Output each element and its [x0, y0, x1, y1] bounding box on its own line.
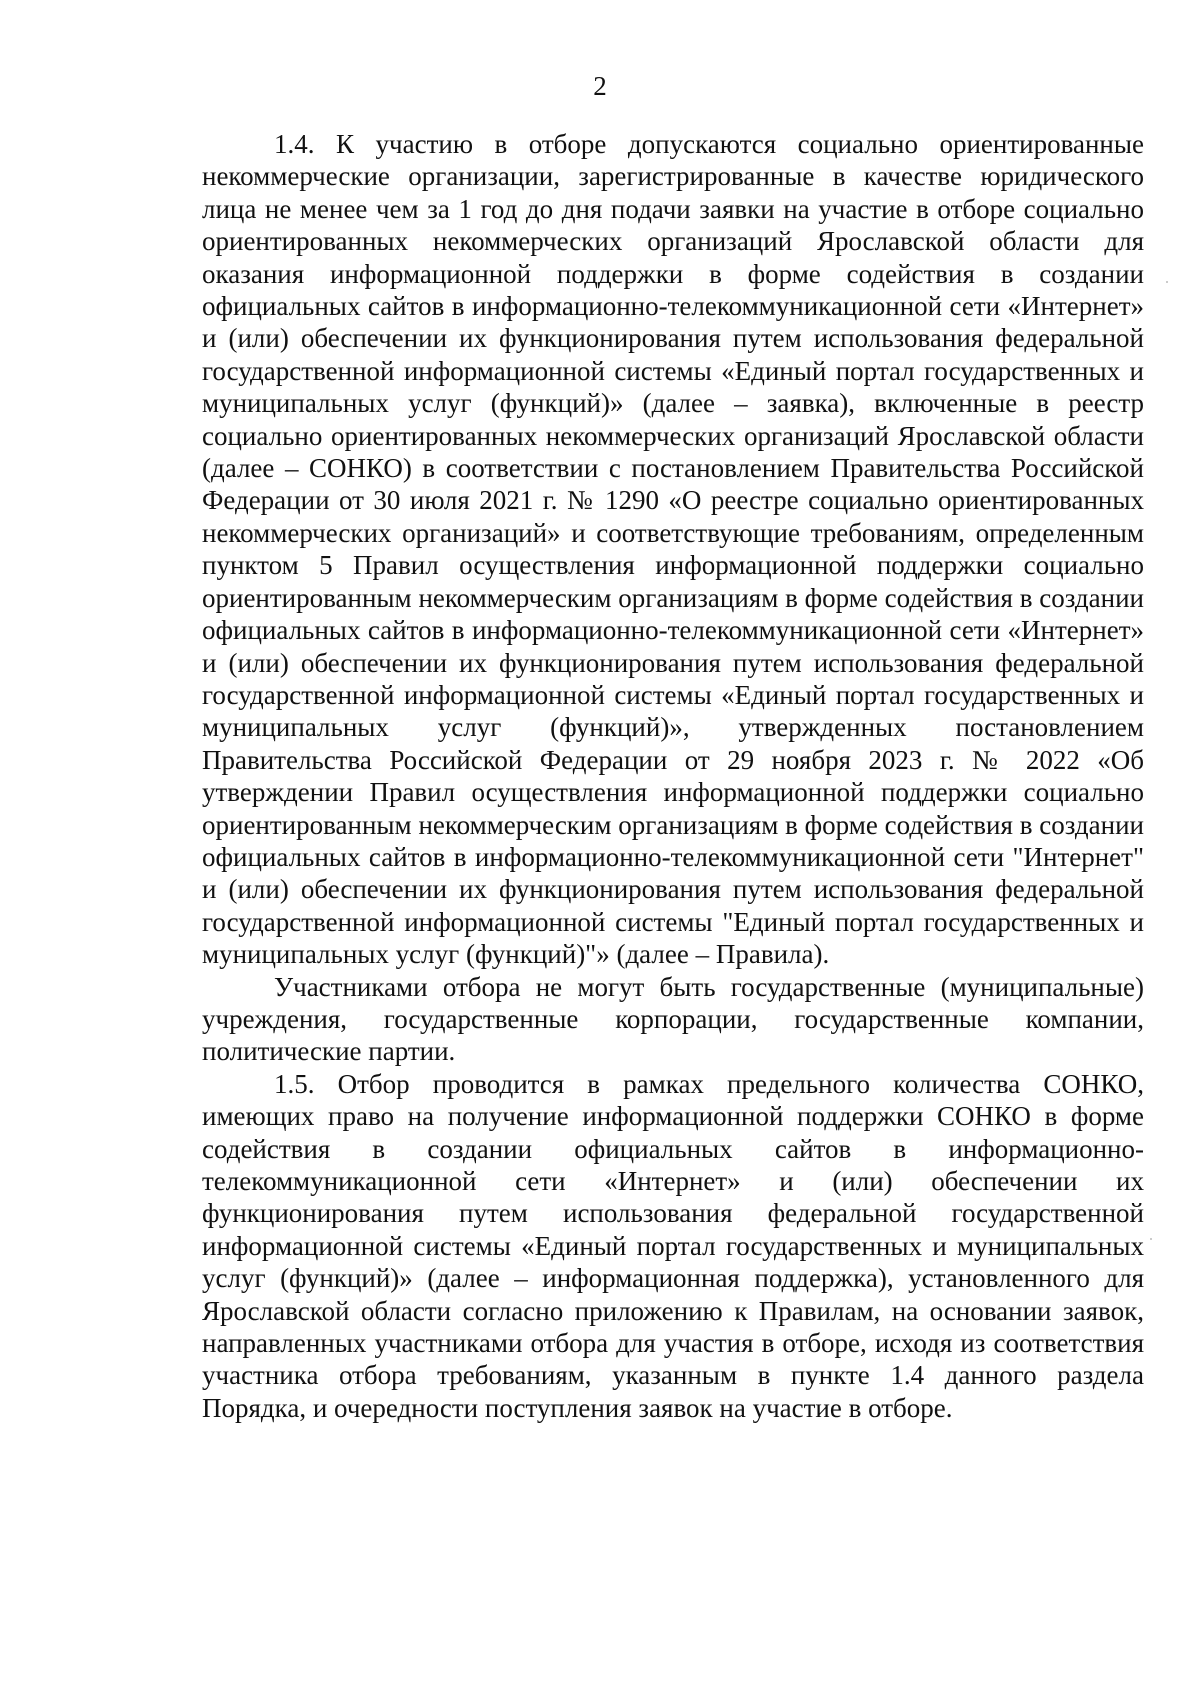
paragraph-participants-exclusion: Участниками отбора не могут быть государственные (муниципальные) учреждения, государственные корпорации, государственные компании, политические партии. — [202, 971, 1144, 1067]
document-body — [202, 128, 1144, 1424]
page-number: 2 — [593, 71, 607, 101]
scan-speck — [1150, 1238, 1152, 1240]
paragraph-1-4: 1.4. К участию в отборе допускаются социально ориентированные некоммерческие организации, зарегистрированные в качестве юридического лица не менее чем за 1 год до дня подачи заявки на участие в отборе социально ориентированных некоммерческих организаций Ярославской области для оказания информационной поддержки в форме содействия в создании официальных сайтов в информационно-телекоммуникационной сети «Интернет» и (или) обеспечении их функционирования путем использования федеральной государственной информационной системы «Единый портал государственных и муниципальных услуг (функций)» (далее – заявка), включенные в реестр социально ориентированных некоммерческих организаций Ярославской области (далее – СОНКО) в соответствии с постановлением Правительства Российской Федерации от 30 июля 2021 г. № 1290 «О реестре социально ориентированных некоммерческих организаций» и соответствующие требованиям, определенным пунктом 5 Правил осуществления информационной поддержки социально ориентированным некоммерческим организациям в форме содействия в создании официальных сайтов в информационно-телекоммуникационной сети «Интернет» и (или) обеспечении их функционирования путем использования федеральной государственной информационной системы «Единый портал государственных и муниципальных услуг (функций)», утвержденных постановлением Правительства Российской Федерации от 29 ноября 2023 г. № 2022 «Об утверждении Правил осуществления информационной поддержки социально ориентированным некоммерческим организациям в форме содействия в создании официальных сайтов в информационно-телекоммуникационной сети "Интернет" и (или) обеспечении их функционирования путем использования федеральной государственной информационной системы "Единый портал государственных и муниципальных услуг (функций)"» (далее – Правила). — [202, 129, 1144, 970]
paragraph-1-5: 1.5. Отбор проводится в рамках предельного количества СОНКО, имеющих право на получение информационной поддержки СОНКО в форме содействия в создании официальных сайтов в информационно-телекоммуникационной сети «Интернет» и (или) обеспечении их функционирования путем использования федеральной государственной информационной системы «Единый портал государственных и муниципальных услуг (функций)» (далее – информационная поддержка), установленного для Ярославской области согласно приложению к Правилам, на основании заявок, направленных участниками отбора для участия в отборе, исходя из соответствия участника отбора требованиям, указанным в пункте 1.4 данного раздела Порядка, и очередности поступления заявок на участие в отборе. — [202, 1068, 1144, 1423]
scan-speck — [1166, 281, 1168, 283]
